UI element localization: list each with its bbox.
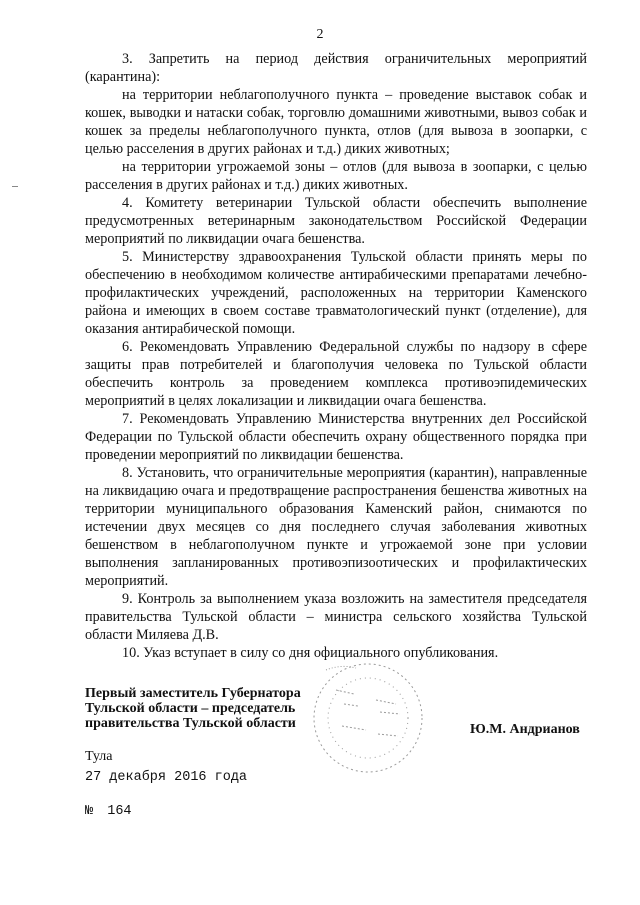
paragraph-6: 6. Рекомендовать Управлению Федеральной службы по надзору в сфере защиты прав потребителей и благополучия человека по Тульской области обеспечить контроль за проведением комплекса противоэпидемических мероприятий в целях локализации и ликвидации очага бешенства. bbox=[85, 339, 587, 409]
signatory-title-line-1: Первый заместитель Губернатора bbox=[85, 686, 301, 701]
margin-mark bbox=[12, 186, 18, 187]
paragraph-10: 10. Указ вступает в силу со дня официального опубликования. bbox=[122, 645, 499, 661]
signatory-title-line-3: правительства Тульской области bbox=[85, 716, 296, 731]
paragraph-7: 7. Рекомендовать Управлению Министерства внутренних дел Российской Федерации по Тульской области обеспечить охрану общественного порядка при проведении мероприятий по ликвидации бешенства. bbox=[85, 411, 587, 463]
document-number bbox=[85, 804, 132, 819]
number-value: 164 bbox=[107, 804, 132, 819]
signatory-title-line-2: Тульской области – председатель bbox=[85, 701, 296, 716]
signatory-name: Ю.М. Андрианов bbox=[470, 722, 580, 737]
place-of-signing: Тула bbox=[85, 749, 113, 764]
paragraph-9: 9. Контроль за выполнением указа возложить на заместителя председателя правительства Тульской области – министра сельского хозяйства Тульской области Миляева Д.В. bbox=[85, 591, 587, 643]
signing-date: 27 декабря 2016 года bbox=[85, 770, 248, 785]
paragraph-3: 3. Запретить на период действия ограничительных мероприятий (карантина): bbox=[85, 51, 587, 85]
page-number: 2 bbox=[316, 27, 324, 42]
paragraph-3-item-2: на территории угрожаемой зоны – отлов (для вывоза в зоопарки, с целью расселения в других районах и т.д.) диких животных. bbox=[85, 159, 587, 193]
decree-body bbox=[85, 50, 587, 662]
signatory-title bbox=[85, 686, 345, 731]
number-label: № bbox=[85, 804, 94, 819]
paragraph-5: 5. Министерству здравоохранения Тульской области принять меры по обеспечению в необходимом количестве антирабическими препаратами лечебно-профилактических учреждений, расположенных на территории Каменского района и имеющих в своем составе травматологический пункт (отделение), для оказания антирабической помощи. bbox=[85, 249, 587, 337]
paragraph-3-item-1: на территории неблагополучного пункта – проведение выставок собак и кошек, выводки и натаски собак, торговлю домашними животными, вывоз собак и кошек за пределы неблагополучного пункта, отлов (для вывоза в зоопарки, с целью расселения в других районах и т.д.) диких животных; bbox=[85, 87, 587, 157]
paragraph-4: 4. Комитету ветеринарии Тульской области обеспечить выполнение предусмотренных ветеринарным законодательством Российской Федерации мероприятий по ликвидации очага бешенства. bbox=[85, 195, 587, 247]
paragraph-8: 8. Установить, что ограничительные мероприятия (карантин), направленные на ликвидацию очага и предотвращение распространения бешенства животных на территории муниципального образования Каменский район, снимаются по истечении двух месяцев со дня последнего случая заболевания животных бешенством в неблагополучном пункте и угрожаемой зоне при условии выполнения запланированных противоэпизоотических и профилактических мероприятий. bbox=[85, 465, 587, 589]
